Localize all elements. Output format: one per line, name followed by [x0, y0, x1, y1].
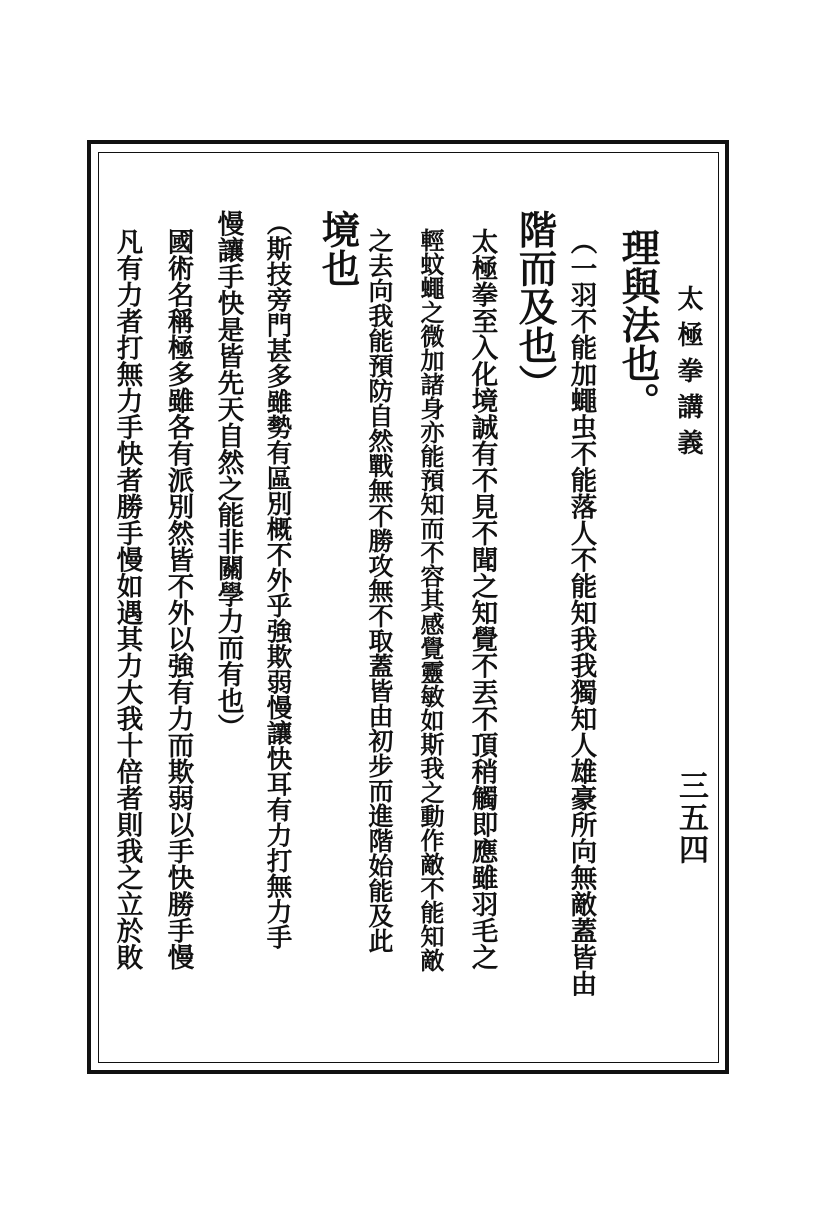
text-column-9: 慢讓手快是皆先天自然之能非關學力而有也） — [212, 210, 244, 740]
text-column-2: （一羽不能加蠅虫不能落人不能知我我獨知人雄豪所向無敵蓋皆由 — [565, 228, 597, 997]
text-column-8: （斯技旁門甚多雖勢有區別概不外乎強欺弱慢讓快耳有力打無力手 — [262, 210, 293, 950]
page-number: 三五四 — [673, 770, 708, 866]
text-column-1: 理與法也。 — [615, 228, 661, 421]
book-title-header: 太極拳講義 — [673, 285, 703, 465]
text-column-3: 階而及也） — [512, 210, 558, 403]
text-column-4: 太極拳至入化境誠有不見不聞之知覺不丟不頂稍觸即應雖羽毛之 — [466, 228, 498, 970]
text-column-6: 之去向我能預防自然戰無不勝攻無不取蓋皆由初步而進階始能及此 — [365, 228, 394, 953]
text-column-7: 境也 — [315, 210, 361, 287]
text-column-5: 輕蚊蠅之微加諸身亦能預知而不容其感覺靈敏如斯我之動作敵不能知敵 — [416, 228, 445, 972]
text-column-10: 國術名稱極多雖各有派別然皆不外以強有力而欺弱以手快勝手慢 — [162, 228, 194, 970]
text-column-11: 凡有力者打無力手快者勝手慢如遇其力大我十倍者則我之立於敗 — [111, 228, 143, 970]
